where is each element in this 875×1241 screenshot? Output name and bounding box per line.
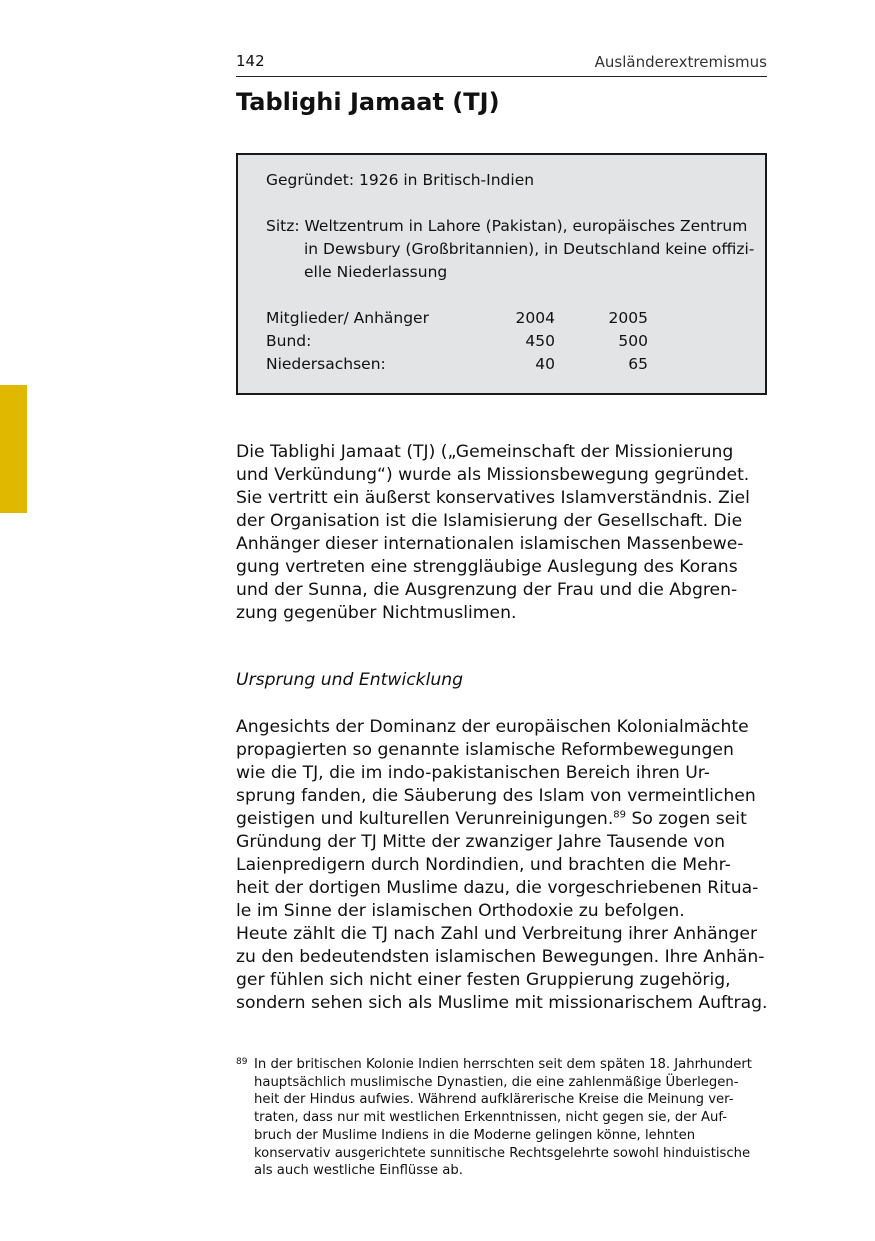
footnote-text [254, 1056, 771, 1180]
members-row-value-2004: 40 [535, 355, 555, 373]
text-line: Laienpredigern durch Nordindien, und brachten die Mehr- [236, 855, 731, 875]
text-line: Die Tablighi Jamaat (TJ) („Gemeinschaft der Missionierung [236, 442, 734, 462]
footnote-line: heit der Hindus aufwies. Während aufklärerische Kreise die Meinung ver- [254, 1092, 734, 1108]
text-line: sondern sehen sich als Muslime mit missionarischem Auftrag. [236, 993, 768, 1013]
seat-line-2: in Dewsbury (Großbritannien), in Deutschland keine offizi- [304, 240, 755, 258]
members-header-label: Mitglieder/ Anhänger [266, 309, 429, 327]
members-header-year-2005: 2005 [608, 309, 648, 327]
members-row-label: Bund: [266, 332, 312, 350]
text-line-with-footnote-ref [236, 808, 776, 831]
members-row-label: Niedersachsen: [266, 355, 386, 373]
text-line: und Verkündung“) wurde als Missionsbewegung gegründet. [236, 465, 750, 485]
text-line: Gründung der TJ Mitte der zwanziger Jahre Tausende von [236, 832, 725, 852]
seat-line-1: Sitz: Weltzentrum in Lahore (Pakistan), europäisches Zentrum [266, 217, 748, 235]
text-line: der Organisation ist die Islamisierung der Gesellschaft. Die [236, 511, 743, 531]
footnote-line: In der britischen Kolonie Indien herrschten seit dem späten 18. Jahrhundert [254, 1057, 752, 1072]
text-line: sprung fanden, die Säuberung des Islam von vermeintlichen [236, 786, 756, 806]
footnote [236, 1056, 771, 1180]
running-title: Ausländerextremismus [594, 53, 767, 71]
page-header [236, 50, 767, 77]
text-line: Sie vertritt ein äußerst konservatives Islamverständnis. Ziel [236, 488, 750, 508]
footnote-reference[interactable]: 89 [613, 809, 627, 821]
members-row-value-2005: 500 [618, 332, 648, 350]
members-row-value-2005: 65 [628, 355, 648, 373]
text-line: Angesichts der Dominanz der europäischen Kolonialmächte [236, 717, 749, 737]
text-line: heit der dortigen Muslime dazu, die vorgeschriebenen Ritua- [236, 878, 759, 898]
text-line: Anhänger dieser internationalen islamischen Massenbewe- [236, 534, 744, 554]
history-paragraph [236, 716, 776, 1015]
intro-paragraph [236, 441, 776, 625]
text-line: und der Sunna, die Ausgrenzung der Frau und die Abgren- [236, 580, 738, 600]
page-title: Tablighi Jamaat (TJ) [236, 88, 500, 116]
footnote-marker: 89 [236, 1057, 248, 1067]
footnote-line: konservativ ausgerichtete sunnitische Rechtsgelehrte sowohl hinduistische [254, 1145, 751, 1161]
members-header-year-2004: 2004 [515, 309, 555, 327]
text-line: zu den bedeutendsten islamischen Bewegungen. Ihre Anhän- [236, 947, 765, 967]
text-fragment: geistigen und kulturellen Verunreinigungen. [236, 809, 614, 829]
footnote-line: als auch westliche Einflüsse ab. [254, 1163, 463, 1179]
footnote-line: bruch der Muslime Indiens in die Moderne gelingen könne, lehnten [254, 1127, 696, 1143]
text-line: propagierten so genannte islamische Reformbewegungen [236, 740, 734, 760]
fact-box [236, 153, 767, 395]
text-line: Heute zählt die TJ nach Zahl und Verbreitung ihrer Anhänger [236, 924, 758, 944]
section-subheading: Ursprung und Entwicklung [236, 670, 464, 690]
text-line: gung vertreten eine strenggläubige Auslegung des Korans [236, 557, 738, 577]
text-line: wie die TJ, die im indo-pakistanischen Bereich ihren Ur- [236, 763, 710, 783]
text-fragment: So zogen seit [626, 809, 747, 829]
footnote-line: traten, dass nur mit westlichen Erkenntnissen, nicht gegen sie, der Auf- [254, 1110, 728, 1126]
text-line: zung gegenüber Nichtmuslimen. [236, 603, 517, 623]
text-line: le im Sinne der islamischen Orthodoxie zu befolgen. [236, 901, 685, 921]
chapter-color-tab [0, 385, 27, 513]
members-row-value-2004: 450 [525, 332, 555, 350]
seat-line-3: elle Niederlassung [304, 263, 448, 281]
text-line: ger fühlen sich nicht einer festen Gruppierung zugehörig, [236, 970, 731, 990]
page-number: 142 [236, 52, 265, 70]
founded-line: Gegründet: 1926 in Britisch-Indien [266, 171, 535, 189]
footnote-line: hauptsächlich muslimische Dynastien, die eine zahlenmäßige Überlegen- [254, 1074, 739, 1090]
